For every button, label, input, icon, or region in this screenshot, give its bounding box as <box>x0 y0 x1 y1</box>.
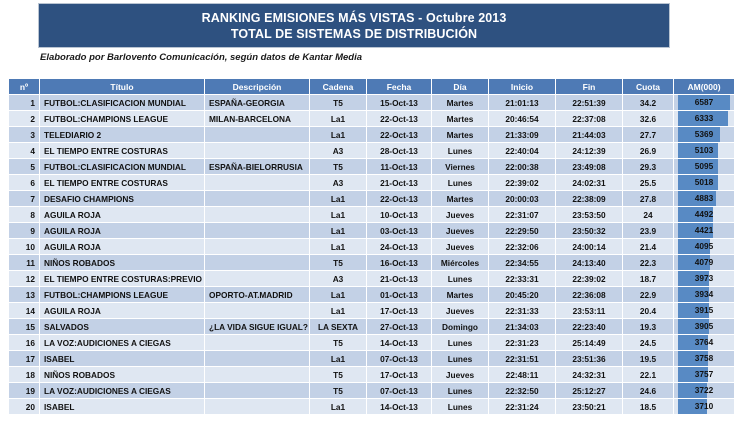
cell-dia: Lunes <box>432 175 488 190</box>
cell-fin: 23:50:21 <box>556 399 622 414</box>
cell-cuota: 22.1 <box>623 367 673 382</box>
table-row[interactable] <box>9 271 734 286</box>
cell-inicio: 20:45:20 <box>489 287 555 302</box>
cell-inicio: 21:01:13 <box>489 95 555 110</box>
table-row[interactable] <box>9 207 734 222</box>
cell-titulo: FUTBOL:CHAMPIONS LEAGUE <box>40 111 204 126</box>
column-header-num[interactable]: nº <box>9 79 39 94</box>
cell-descripcion <box>205 223 309 238</box>
cell-inicio: 20:46:54 <box>489 111 555 126</box>
cell-descripcion <box>205 399 309 414</box>
cell-titulo: EL TIEMPO ENTRE COSTURAS <box>40 175 204 190</box>
databar-track <box>678 255 730 270</box>
cell-cadena: T5 <box>310 383 366 398</box>
databar-track <box>678 95 730 110</box>
cell-descripcion <box>205 367 309 382</box>
page-subtitle: TOTAL DE SISTEMAS DE DISTRIBUCIÓN <box>230 26 478 41</box>
cell-fecha: 21-Oct-13 <box>367 175 431 190</box>
cell-titulo: ISABEL <box>40 351 204 366</box>
cell-cuota: 19.3 <box>623 319 673 334</box>
cell-dia: Lunes <box>432 351 488 366</box>
cell-descripcion <box>205 255 309 270</box>
table-row[interactable] <box>9 335 734 350</box>
cell-dia: Lunes <box>432 383 488 398</box>
cell-cadena: A3 <box>310 271 366 286</box>
cell-fecha: 24-Oct-13 <box>367 239 431 254</box>
cell-fin: 22:36:08 <box>556 287 622 302</box>
table-header <box>9 79 734 94</box>
cell-am-databar <box>674 95 734 110</box>
cell-fecha: 11-Oct-13 <box>367 159 431 174</box>
databar-track <box>678 335 730 350</box>
cell-fin: 24:13:40 <box>556 255 622 270</box>
ranking-table-container <box>8 78 721 415</box>
cell-cadena: La1 <box>310 111 366 126</box>
title-banner <box>38 3 670 48</box>
cell-inicio: 22:33:31 <box>489 271 555 286</box>
cell-dia: Lunes <box>432 143 488 158</box>
cell-am-databar <box>674 159 734 174</box>
cell-titulo: FUTBOL:CLASIFICACION MUNDIAL <box>40 95 204 110</box>
cell-dia: Jueves <box>432 239 488 254</box>
cell-am-databar <box>674 319 734 334</box>
cell-cuota: 20.4 <box>623 303 673 318</box>
cell-cadena: La1 <box>310 351 366 366</box>
cell-am-databar <box>674 127 734 142</box>
databar-track <box>678 207 730 222</box>
cell-cadena: La1 <box>310 287 366 302</box>
cell-dia: Martes <box>432 95 488 110</box>
page-title: RANKING EMISIONES MÁS VISTAS - Octubre 2013 <box>201 10 507 25</box>
cell-inicio: 22:31:07 <box>489 207 555 222</box>
cell-cadena: T5 <box>310 255 366 270</box>
table-row[interactable] <box>9 159 734 174</box>
cell-titulo: TELEDIARIO 2 <box>40 127 204 142</box>
cell-inicio: 22:31:23 <box>489 335 555 350</box>
databar-value: 4421 <box>694 225 714 235</box>
table-body <box>9 95 734 414</box>
cell-cadena: A3 <box>310 175 366 190</box>
column-header-fin[interactable]: Fin <box>556 79 622 94</box>
table-row[interactable] <box>9 319 734 334</box>
cell-cuota: 29.3 <box>623 159 673 174</box>
databar-track <box>678 351 730 366</box>
cell-inicio: 22:31:24 <box>489 399 555 414</box>
cell-am-databar <box>674 351 734 366</box>
cell-dia: Jueves <box>432 223 488 238</box>
cell-dia: Jueves <box>432 207 488 222</box>
databar-value: 3757 <box>694 369 714 379</box>
cell-cadena: T5 <box>310 159 366 174</box>
cell-descripcion <box>205 175 309 190</box>
cell-am-databar <box>674 303 734 318</box>
cell-dia: Martes <box>432 127 488 142</box>
ranking-table <box>8 78 735 415</box>
cell-dia: Lunes <box>432 271 488 286</box>
cell-fin: 23:53:50 <box>556 207 622 222</box>
cell-fin: 25:14:49 <box>556 335 622 350</box>
cell-fin: 24:00:14 <box>556 239 622 254</box>
cell-fin: 23:49:08 <box>556 159 622 174</box>
databar-track <box>678 175 730 190</box>
cell-inicio: 22:31:33 <box>489 303 555 318</box>
databar-track <box>678 383 730 398</box>
cell-dia: Jueves <box>432 367 488 382</box>
cell-rank: 8 <box>9 207 39 222</box>
cell-titulo: AGUILA ROJA <box>40 207 204 222</box>
databar-value: 3758 <box>694 353 714 363</box>
cell-descripcion: ¿LA VIDA SIGUE IGUAL? <box>205 319 309 334</box>
cell-descripcion: MILAN-BARCELONA <box>205 111 309 126</box>
table-row[interactable] <box>9 191 734 206</box>
cell-fin: 22:37:08 <box>556 111 622 126</box>
cell-cadena: T5 <box>310 95 366 110</box>
cell-cadena: La1 <box>310 223 366 238</box>
cell-am-databar <box>674 335 734 350</box>
cell-fecha: 15-Oct-13 <box>367 95 431 110</box>
cell-cuota: 32.6 <box>623 111 673 126</box>
cell-descripcion <box>205 383 309 398</box>
cell-titulo: FUTBOL:CHAMPIONS LEAGUE <box>40 287 204 302</box>
cell-cadena: La1 <box>310 399 366 414</box>
cell-titulo: AGUILA ROJA <box>40 223 204 238</box>
cell-am-databar <box>674 191 734 206</box>
databar-value: 3722 <box>694 385 714 395</box>
cell-inicio: 22:40:04 <box>489 143 555 158</box>
cell-dia: Lunes <box>432 399 488 414</box>
table-row[interactable] <box>9 239 734 254</box>
cell-dia: Martes <box>432 191 488 206</box>
cell-am-databar <box>674 143 734 158</box>
cell-am-databar <box>674 255 734 270</box>
cell-rank: 9 <box>9 223 39 238</box>
cell-titulo: SALVADOS <box>40 319 204 334</box>
cell-cuota: 18.5 <box>623 399 673 414</box>
cell-fin: 22:39:02 <box>556 271 622 286</box>
cell-fecha: 17-Oct-13 <box>367 367 431 382</box>
column-header-descripcion[interactable]: Descripción <box>205 79 309 94</box>
cell-descripcion <box>205 351 309 366</box>
databar-track <box>678 223 730 238</box>
cell-cuota: 34.2 <box>623 95 673 110</box>
cell-fecha: 14-Oct-13 <box>367 399 431 414</box>
cell-inicio: 22:32:06 <box>489 239 555 254</box>
cell-descripcion <box>205 271 309 286</box>
cell-fin: 23:53:11 <box>556 303 622 318</box>
column-header-fecha[interactable]: Fecha <box>367 79 431 94</box>
cell-cuota: 25.5 <box>623 175 673 190</box>
column-header-inicio[interactable]: Inicio <box>489 79 555 94</box>
cell-rank: 16 <box>9 335 39 350</box>
cell-titulo: EL TIEMPO ENTRE COSTURAS:PREVIO <box>40 271 204 286</box>
cell-dia: Lunes <box>432 335 488 350</box>
cell-cadena: T5 <box>310 367 366 382</box>
table-row[interactable] <box>9 367 734 382</box>
cell-descripcion <box>205 239 309 254</box>
databar-track <box>678 127 730 142</box>
cell-titulo: LA VOZ:AUDICIONES A CIEGAS <box>40 335 204 350</box>
databar-track <box>678 367 730 382</box>
cell-am-databar <box>674 111 734 126</box>
cell-cuota: 18.7 <box>623 271 673 286</box>
cell-cuota: 27.8 <box>623 191 673 206</box>
cell-fecha: 01-Oct-13 <box>367 287 431 302</box>
cell-rank: 3 <box>9 127 39 142</box>
cell-titulo: EL TIEMPO ENTRE COSTURAS <box>40 143 204 158</box>
table-row[interactable] <box>9 255 734 270</box>
column-header-am[interactable]: AM(000) <box>674 79 734 94</box>
cell-fecha: 17-Oct-13 <box>367 303 431 318</box>
cell-cuota: 23.9 <box>623 223 673 238</box>
cell-fin: 22:23:40 <box>556 319 622 334</box>
cell-fecha: 14-Oct-13 <box>367 335 431 350</box>
databar-track <box>678 271 730 286</box>
cell-rank: 15 <box>9 319 39 334</box>
cell-fecha: 07-Oct-13 <box>367 351 431 366</box>
databar-value: 4883 <box>694 193 714 203</box>
cell-inicio: 22:48:11 <box>489 367 555 382</box>
cell-titulo: FUTBOL:CLASIFICACION MUNDIAL <box>40 159 204 174</box>
databar-value: 4492 <box>694 209 714 219</box>
cell-titulo: NIÑOS ROBADOS <box>40 367 204 382</box>
cell-cadena: La1 <box>310 191 366 206</box>
table-row[interactable] <box>9 399 734 414</box>
cell-dia: Martes <box>432 111 488 126</box>
table-row[interactable] <box>9 111 734 126</box>
cell-cadena: La1 <box>310 239 366 254</box>
cell-cadena: La1 <box>310 207 366 222</box>
cell-cuota: 26.9 <box>623 143 673 158</box>
databar-track <box>678 399 730 414</box>
cell-fecha: 07-Oct-13 <box>367 383 431 398</box>
cell-rank: 10 <box>9 239 39 254</box>
cell-fin: 25:12:27 <box>556 383 622 398</box>
cell-inicio: 22:31:51 <box>489 351 555 366</box>
cell-am-databar <box>674 223 734 238</box>
databar-value: 6333 <box>694 113 714 123</box>
cell-fin: 22:51:39 <box>556 95 622 110</box>
databar-track <box>678 159 730 174</box>
cell-cuota: 24.5 <box>623 335 673 350</box>
cell-rank: 14 <box>9 303 39 318</box>
cell-inicio: 21:34:03 <box>489 319 555 334</box>
cell-cadena: A3 <box>310 143 366 158</box>
table-row[interactable] <box>9 95 734 110</box>
databar-track <box>678 143 730 158</box>
cell-fecha: 03-Oct-13 <box>367 223 431 238</box>
databar-value: 3710 <box>694 401 714 411</box>
databar-value: 3905 <box>694 321 714 331</box>
cell-rank: 19 <box>9 383 39 398</box>
cell-titulo: LA VOZ:AUDICIONES A CIEGAS <box>40 383 204 398</box>
cell-inicio: 22:32:50 <box>489 383 555 398</box>
credit-line: Elaborado por Barlovento Comunicación, según datos de Kantar Media <box>40 52 362 63</box>
cell-cuota: 21.4 <box>623 239 673 254</box>
cell-am-databar <box>674 239 734 254</box>
cell-fin: 24:12:39 <box>556 143 622 158</box>
cell-rank: 6 <box>9 175 39 190</box>
cell-fin: 24:32:31 <box>556 367 622 382</box>
cell-am-databar <box>674 287 734 302</box>
databar-value: 5095 <box>694 161 714 171</box>
databar-track <box>678 191 730 206</box>
cell-descripcion <box>205 191 309 206</box>
cell-descripcion <box>205 143 309 158</box>
table-row[interactable] <box>9 127 734 142</box>
cell-fin: 23:51:36 <box>556 351 622 366</box>
cell-titulo: NIÑOS ROBADOS <box>40 255 204 270</box>
cell-descripcion: OPORTO-AT.MADRID <box>205 287 309 302</box>
cell-cuota: 22.9 <box>623 287 673 302</box>
table-row[interactable] <box>9 351 734 366</box>
cell-rank: 1 <box>9 95 39 110</box>
column-header-titulo[interactable]: Título <box>40 79 204 94</box>
table-row[interactable] <box>9 287 734 302</box>
table-row[interactable] <box>9 383 734 398</box>
cell-fin: 23:50:32 <box>556 223 622 238</box>
databar-track <box>678 319 730 334</box>
cell-descripcion <box>205 335 309 350</box>
databar-track <box>678 111 730 126</box>
cell-inicio: 22:34:55 <box>489 255 555 270</box>
table-row[interactable] <box>9 223 734 238</box>
cell-dia: Miércoles <box>432 255 488 270</box>
cell-inicio: 22:39:02 <box>489 175 555 190</box>
databar-value: 6587 <box>694 97 714 107</box>
cell-inicio: 20:00:03 <box>489 191 555 206</box>
cell-am-databar <box>674 207 734 222</box>
cell-fecha: 27-Oct-13 <box>367 319 431 334</box>
cell-rank: 13 <box>9 287 39 302</box>
cell-titulo: ISABEL <box>40 399 204 414</box>
cell-rank: 11 <box>9 255 39 270</box>
table-row[interactable] <box>9 175 734 190</box>
databar-value: 5018 <box>694 177 714 187</box>
column-header-cadena[interactable]: Cadena <box>310 79 366 94</box>
cell-fecha: 21-Oct-13 <box>367 271 431 286</box>
cell-titulo: AGUILA ROJA <box>40 239 204 254</box>
cell-cadena: LA SEXTA <box>310 319 366 334</box>
cell-descripcion <box>205 303 309 318</box>
cell-inicio: 22:29:50 <box>489 223 555 238</box>
cell-cuota: 22.3 <box>623 255 673 270</box>
databar-track <box>678 287 730 302</box>
databar-value: 3934 <box>694 289 714 299</box>
cell-dia: Jueves <box>432 303 488 318</box>
databar-value: 4095 <box>694 241 714 251</box>
cell-fecha: 22-Oct-13 <box>367 111 431 126</box>
cell-rank: 7 <box>9 191 39 206</box>
column-header-dia[interactable]: Día <box>432 79 488 94</box>
cell-inicio: 21:33:09 <box>489 127 555 142</box>
cell-fin: 24:02:31 <box>556 175 622 190</box>
table-row[interactable] <box>9 303 734 318</box>
databar-value: 5369 <box>694 129 714 139</box>
databar-value: 4079 <box>694 257 714 267</box>
table-row[interactable] <box>9 143 734 158</box>
cell-descripcion: ESPAÑA-BIELORRUSIA <box>205 159 309 174</box>
cell-inicio: 22:00:38 <box>489 159 555 174</box>
cell-rank: 4 <box>9 143 39 158</box>
cell-am-databar <box>674 399 734 414</box>
databar-track <box>678 303 730 318</box>
databar-track <box>678 239 730 254</box>
databar-value: 3973 <box>694 273 714 283</box>
cell-am-databar <box>674 175 734 190</box>
cell-cadena: La1 <box>310 127 366 142</box>
cell-am-databar <box>674 383 734 398</box>
cell-dia: Viernes <box>432 159 488 174</box>
cell-fin: 21:44:03 <box>556 127 622 142</box>
cell-dia: Domingo <box>432 319 488 334</box>
cell-cuota: 24 <box>623 207 673 222</box>
databar-value: 3915 <box>694 305 714 315</box>
cell-rank: 2 <box>9 111 39 126</box>
cell-rank: 20 <box>9 399 39 414</box>
cell-cadena: La1 <box>310 303 366 318</box>
cell-fecha: 16-Oct-13 <box>367 255 431 270</box>
cell-descripcion <box>205 127 309 142</box>
cell-cuota: 24.6 <box>623 383 673 398</box>
cell-cadena: T5 <box>310 335 366 350</box>
cell-descripcion <box>205 207 309 222</box>
cell-fecha: 28-Oct-13 <box>367 143 431 158</box>
databar-value: 3764 <box>694 337 714 347</box>
databar-value: 5103 <box>694 145 714 155</box>
cell-rank: 17 <box>9 351 39 366</box>
table-header-row <box>9 79 734 94</box>
cell-fecha: 10-Oct-13 <box>367 207 431 222</box>
cell-dia: Martes <box>432 287 488 302</box>
cell-rank: 12 <box>9 271 39 286</box>
cell-fecha: 22-Oct-13 <box>367 127 431 142</box>
cell-titulo: AGUILA ROJA <box>40 303 204 318</box>
cell-cuota: 19.5 <box>623 351 673 366</box>
cell-fecha: 22-Oct-13 <box>367 191 431 206</box>
column-header-cuota[interactable]: Cuota <box>623 79 673 94</box>
cell-titulo: DESAFIO CHAMPIONS <box>40 191 204 206</box>
cell-rank: 18 <box>9 367 39 382</box>
cell-rank: 5 <box>9 159 39 174</box>
cell-am-databar <box>674 271 734 286</box>
cell-cuota: 27.7 <box>623 127 673 142</box>
cell-am-databar <box>674 367 734 382</box>
cell-descripcion: ESPAÑA-GEORGIA <box>205 95 309 110</box>
cell-fin: 22:38:09 <box>556 191 622 206</box>
